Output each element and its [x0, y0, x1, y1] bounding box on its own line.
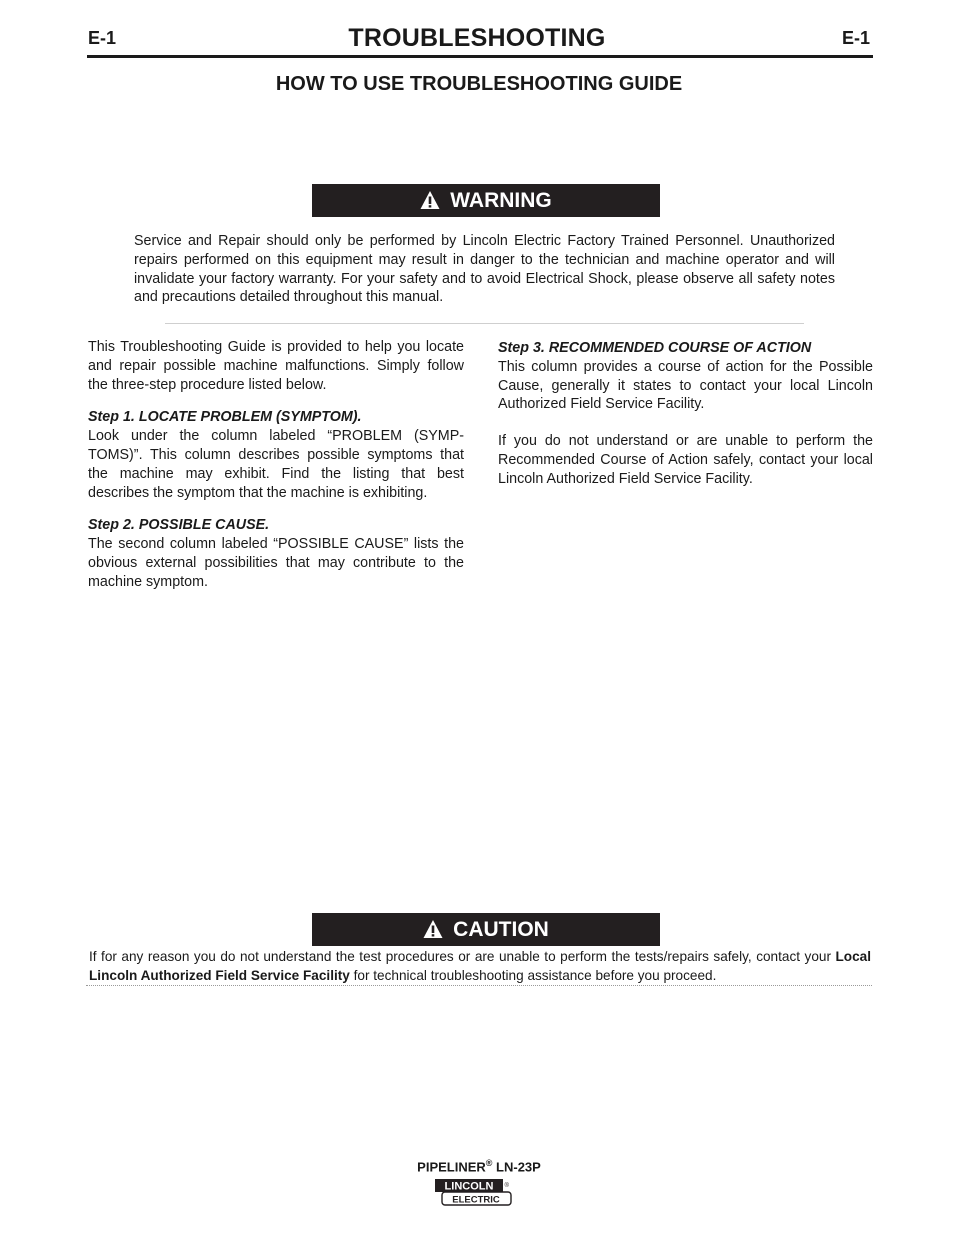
step-1-heading: Step 1. LOCATE PROBLEM (SYMPTOM). — [88, 409, 362, 426]
page-number-left: E-1 — [88, 28, 117, 48]
caution-text-before: If for any reason you do not understand the test procedures or are unable to perform the tests/repairs safely, contact your — [89, 949, 836, 964]
model-number: LN-23P — [492, 1159, 541, 1175]
page-number-right: E-1 — [842, 28, 871, 48]
caution-banner — [312, 913, 660, 946]
intro-paragraph: This Troubleshooting Guide is provided to help you locate and repair possible machine malfunctions. Simply follow the three-step procedure listed below. — [88, 339, 464, 393]
divider — [165, 323, 804, 324]
caution-text-bold: Local Lincoln Authorized Field Service Facility — [89, 949, 871, 983]
footer-model-name — [0, 1158, 954, 1174]
lincoln-electric-logo — [434, 1177, 514, 1208]
logo-registered-mark: ® — [504, 1183, 509, 1189]
step-3-body: This column provides a course of action for the Possible Cause, generally it states to contact your local Lincoln Authorized Field Service Facility. — [498, 358, 873, 413]
right-column — [498, 339, 873, 489]
warning-triangle-icon — [423, 919, 443, 939]
step-1-body: Look under the column labeled “PROBLEM (SYMP-TOMS)”. This column describes possible symptoms that the machine may exhibit. Find the listing that best describes the symptom that the machine is exhibiting. — [88, 428, 464, 501]
caution-text — [89, 947, 871, 985]
caution-label: CAUTION — [453, 917, 549, 941]
logo-line2: ELECTRIC — [452, 1194, 500, 1206]
section-heading: HOW TO USE TROUBLESHOOTING GUIDE — [275, 73, 683, 95]
left-column — [88, 338, 464, 592]
model-name: PIPELINER — [417, 1159, 486, 1175]
warning-text: Service and Repair should only be performed by Lincoln Electric Factory Trained Personnel. Unauthorized repairs performed on this equipment may result in danger to the technician and machine operator and will invalidate your factory warranty. For your safety and to avoid Electrical Shock, please observe all safety notes and precautions detailed throughout this manual. — [134, 233, 835, 306]
warning-label: WARNING — [450, 188, 552, 212]
step-2-body: The second column labeled “POSSIBLE CAUSE” lists the obvious external possibilities that may contribute to the machine symptom. — [88, 536, 464, 590]
registered-mark: ® — [485, 1158, 493, 1168]
warning-banner — [312, 184, 660, 217]
caution-text-after: for technical troubleshooting assistance before you proceed. — [349, 968, 717, 983]
header-rule — [87, 55, 873, 58]
logo-line1: LINCOLN — [444, 1180, 494, 1193]
step-2-heading: Step 2. POSSIBLE CAUSE. — [88, 517, 270, 534]
step-3-heading: Step 3. RECOMMENDED COURSE OF ACTION — [498, 340, 812, 356]
dotted-divider — [86, 985, 872, 986]
closing-note: If you do not understand or are unable to perform the Recommended Course of Action safely, contact your local Lincoln Authorized Field Service Facility. — [498, 433, 873, 487]
page-title: TROUBLESHOOTING — [348, 24, 606, 52]
warning-triangle-icon — [420, 190, 440, 210]
